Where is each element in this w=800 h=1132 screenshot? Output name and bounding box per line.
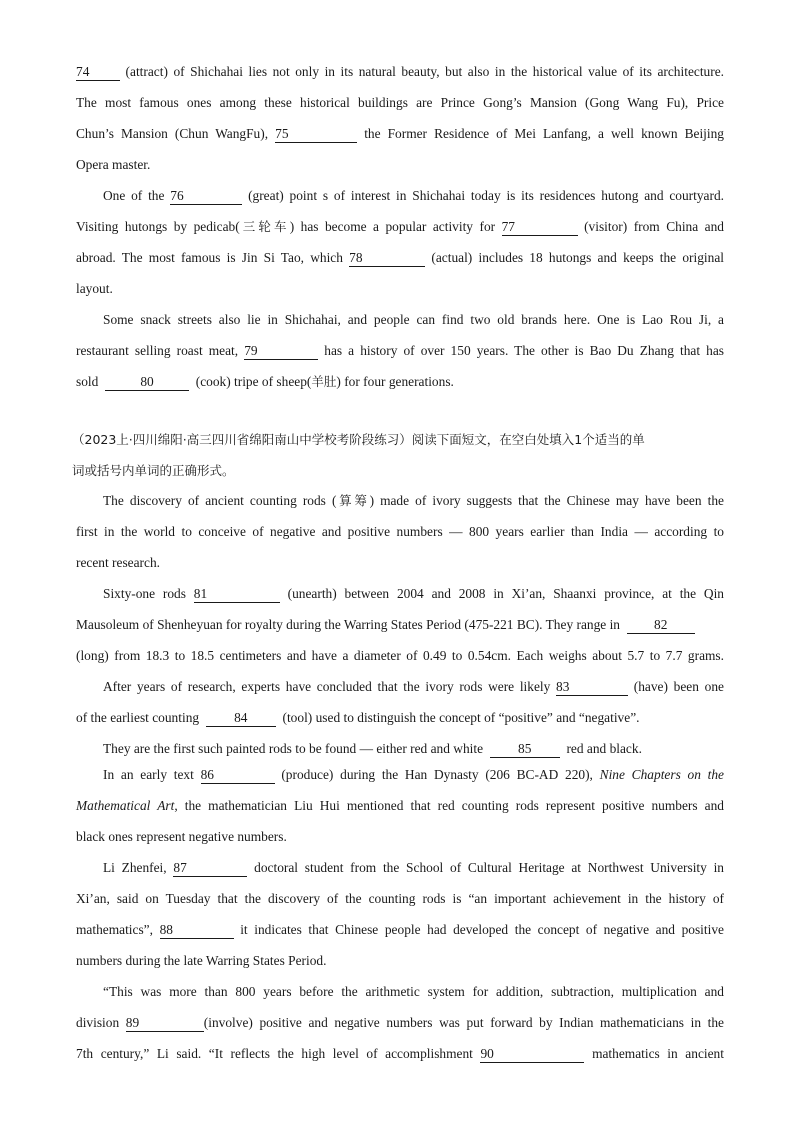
text-span: mathematics”, [76, 922, 153, 937]
text-line: (long) from 18.3 to 18.5 centimeters and have a diameter of 0.49 to 0.54cm. Each weighs about 5.7 to 7.7 grams. [76, 648, 724, 663]
text-line [76, 1038, 724, 1069]
text-line: “This was more than 800 years before the arithmetic system for addition, subtraction, multiplication and [103, 984, 724, 999]
text-span: restaurant selling roast meat, [76, 343, 239, 358]
text-span: Li Zhenfei, [103, 860, 167, 875]
answer-blank-75[interactable]: 75 [275, 126, 357, 143]
question-source-header [72, 424, 726, 486]
text-span: (involve) positive and negative numbers was put forward by Indian mathematicians in the [203, 1015, 724, 1030]
text-span: the Former Residence of Mei Lanfang, a well known Beijing [364, 126, 725, 141]
text-span: (have) been one [633, 679, 724, 694]
text-span: (actual) includes 18 hutongs and keeps the original [431, 250, 724, 265]
text-span: abroad. The most famous is Jin Si Tao, which [76, 250, 343, 265]
text-span: 7th century,” Li said. “It reflects the high level of accomplishment [76, 1046, 473, 1061]
text-span: of the earliest counting [76, 710, 200, 725]
text-span: ) for four generations. [336, 374, 454, 389]
text-span: division [76, 1015, 120, 1030]
book-title: Nine Chapters on the [599, 767, 725, 782]
text-span: ) made of ivory suggests that the Chinese may have been the [369, 493, 724, 508]
text-line: Xi’an, said on Tuesday that the discovery of the counting rods is “an important achievement in the history of [76, 891, 724, 906]
book-title: Mathematical Art [76, 798, 175, 813]
answer-blank-87[interactable]: 87 [173, 860, 247, 877]
text-span: In an early text [103, 767, 194, 782]
chinese-gloss: 算筹 [336, 493, 370, 508]
answer-blank-77[interactable]: 77 [502, 219, 578, 236]
answer-blank-80[interactable]: 80 [105, 374, 189, 391]
answer-blank-81[interactable]: 81 [194, 586, 280, 603]
text-line: The most famous ones among these historical buildings are Prince Gong’s Mansion (Gong Wang Fu), Price [76, 95, 724, 110]
text-line [76, 1007, 724, 1038]
text-span: doctoral student from the School of Cultural Heritage at Northwest University in [254, 860, 724, 875]
answer-blank-90[interactable]: 90 [480, 1046, 584, 1063]
text-line [76, 609, 756, 640]
text-line [76, 211, 724, 242]
text-span: (great) point s of interest in Shichahai today is its residences hutong and courtyard. [248, 188, 724, 203]
passage2-paragraph-7 [76, 976, 724, 1069]
chinese-gloss: 羊肚 [311, 374, 337, 389]
text-line: 词或括号内单词的正确形式。 [72, 463, 235, 478]
text-line [76, 56, 724, 87]
text-span: , the mathematician Liu Hui mentioned that red counting rods represent positive numbers and [174, 798, 725, 813]
answer-blank-89[interactable]: 89 [126, 1015, 204, 1032]
text-span: (attract) of Shichahai lies not only in its natural beauty, but also in the historical value of its architecture. [125, 64, 724, 79]
text-line: Some snack streets also lie in Shichahai, and people can find two old brands here. One is Lao Rou Ji, a [103, 312, 724, 327]
text-line [76, 118, 724, 149]
text-line [76, 335, 724, 366]
text-line: first in the world to conceive of negative and positive numbers — 800 years earlier than India — according to [76, 524, 724, 539]
text-span: Chun’s Mansion (Chun WangFu), [76, 126, 269, 141]
passage1-paragraph-2 [76, 180, 724, 304]
text-line [76, 242, 724, 273]
text-line: layout. [76, 281, 113, 296]
passage2-paragraph-1 [76, 485, 724, 578]
answer-blank-82[interactable]: 82 [627, 617, 695, 634]
passage1-paragraph-1 [76, 56, 724, 180]
answer-blank-79[interactable]: 79 [244, 343, 318, 360]
text-span: After years of research, experts have concluded that the ivory rods were likely [103, 679, 551, 694]
text-line [76, 759, 724, 790]
answer-blank-83[interactable]: 83 [556, 679, 628, 696]
text-line [76, 578, 724, 609]
text-span: sold [76, 374, 99, 389]
passage2-paragraph-5 [76, 759, 724, 852]
answer-blank-86[interactable]: 86 [201, 767, 275, 784]
text-line: recent research. [76, 555, 160, 570]
text-line: Opera master. [76, 157, 151, 172]
text-span: mathematics in ancient [592, 1046, 724, 1061]
text-line [76, 914, 724, 945]
text-span: One of the [103, 188, 165, 203]
answer-blank-78[interactable]: 78 [349, 250, 425, 267]
text-line: （2023上·四川绵阳·高三四川省绵阳南山中学校考阶段练习）阅读下面短文，在空白处填入1个适当的单 [72, 432, 645, 447]
text-span: red and black. [566, 741, 642, 756]
text-span: Visiting hutongs by pedicab( [76, 219, 240, 234]
passage2-paragraph-3 [76, 671, 724, 733]
text-span: Sixty-one rods [103, 586, 186, 601]
text-span: (cook) tripe of sheep( [195, 374, 312, 389]
text-line [76, 671, 724, 702]
passage2-paragraph-6 [76, 852, 724, 976]
passage1-paragraph-3 [76, 304, 724, 397]
text-line [76, 366, 724, 397]
text-line [76, 852, 724, 883]
text-line [76, 485, 724, 516]
answer-blank-76[interactable]: 76 [170, 188, 242, 205]
text-line [76, 702, 724, 733]
text-line: black ones represent negative numbers. [76, 829, 287, 844]
text-span: Mausoleum of Shenheyuan for royalty during the Warring States Period (475-221 BC). They range in [76, 617, 620, 632]
text-span: (unearth) between 2004 and 2008 in Xi’an, Shaanxi province, at the Qin [287, 586, 724, 601]
answer-blank-84[interactable]: 84 [206, 710, 276, 727]
chinese-gloss: 三轮车 [239, 219, 290, 234]
text-span: They are the first such painted rods to be found — either red and white [103, 741, 484, 756]
answer-blank-88[interactable]: 88 [160, 922, 234, 939]
text-span: ) has become a popular activity for [289, 219, 496, 234]
passage2-paragraph-2 [76, 578, 724, 671]
text-span: (produce) during the Han Dynasty (206 BC-AD 220), [281, 767, 593, 782]
text-span: (visitor) from China and [584, 219, 724, 234]
text-span: The discovery of ancient counting rods ( [103, 493, 337, 508]
text-line: numbers during the late Warring States Period. [76, 953, 327, 968]
answer-blank-85[interactable]: 85 [490, 741, 560, 758]
text-line [76, 790, 724, 821]
text-span: has a history of over 150 years. The other is Bao Du Zhang that has [324, 343, 724, 358]
text-line [76, 180, 724, 211]
text-span: (tool) used to distinguish the concept of “positive” and “negative”. [282, 710, 640, 725]
answer-blank-74[interactable]: 74 [76, 64, 120, 81]
text-span: it indicates that Chinese people had developed the concept of negative and positive [240, 922, 724, 937]
